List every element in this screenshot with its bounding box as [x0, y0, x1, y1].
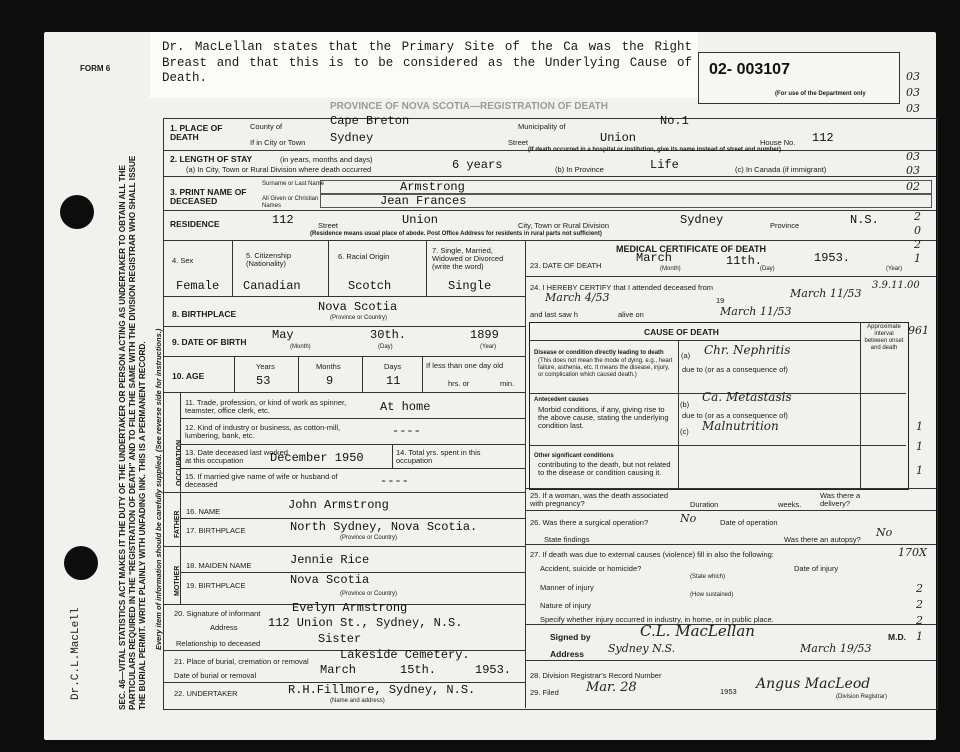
margin-code: 03 — [906, 164, 920, 177]
undertaker-label: 22. UNDERTAKER — [174, 689, 238, 698]
min-label: min. — [500, 379, 515, 388]
county-label: County of — [250, 122, 283, 131]
years-label: Years — [256, 362, 275, 371]
surgery-label: 26. Was there a surgical operation? — [530, 518, 649, 527]
total-years-label: 14. Total yrs. spent in this occupation — [396, 448, 481, 465]
attended-to: March 11/53 — [790, 287, 862, 300]
state-which: (State which) — [690, 574, 726, 580]
marital-value: Single — [448, 279, 492, 293]
divider — [180, 468, 525, 469]
father-bp-sub: (Province or Country) — [340, 535, 398, 541]
stay-sub: (in years, months and days) — [280, 155, 373, 164]
birthplace-value: Nova Scotia — [318, 300, 398, 314]
cause-title: CAUSE OF DEATH — [644, 327, 719, 337]
cause-c-label: (c) — [680, 427, 689, 436]
findings-label: State findings — [544, 535, 590, 544]
op-date-label: Date of operation — [720, 518, 778, 527]
dob-y: (Year) — [480, 344, 497, 350]
divider — [163, 492, 525, 493]
father-name: John Armstrong — [288, 498, 389, 512]
margin-code: 03 — [906, 102, 920, 115]
margin-code: 03 — [906, 70, 920, 83]
disease-note: (This does not mean the mode of dying, e.g., heart failure, asthenia, etc. It means the disease, injury, or complication which caused death.) — [538, 358, 673, 378]
citizenship-label: 5. Citizenship (Nationality) — [246, 251, 292, 268]
residence-prov-label: Province — [770, 221, 800, 230]
burial-label: 21. Place of burial, cremation or removal — [174, 657, 309, 666]
manner-label: Manner of injury — [540, 583, 594, 592]
burial-day: 15th. — [400, 663, 437, 677]
divider — [525, 510, 936, 511]
citizenship-value: Canadian — [243, 279, 301, 293]
divider — [525, 544, 936, 545]
margin-code: 170X — [898, 546, 927, 559]
burial-date-label: Date of burial or removal — [174, 671, 257, 680]
due-to-2: due to (or as a consequence of) — [682, 411, 788, 420]
father-bp-label: 17. BIRTHPLACE — [186, 526, 246, 535]
divider — [163, 356, 525, 357]
cause-b-label: (b) — [680, 400, 690, 409]
header-note-slip — [150, 32, 698, 98]
last-worked-label: 13. Date deceased last worked at this occupation — [185, 448, 288, 465]
dod-year: 1953. — [814, 251, 851, 265]
burial-month: March — [320, 663, 357, 677]
house-label: House No. — [760, 138, 796, 147]
birthplace-sub: (Province or Country) — [330, 315, 388, 321]
province-heading: PROVINCE OF NOVA SCOTIA—REGISTRATION OF DEATH — [330, 101, 608, 112]
informant-value: Evelyn Armstrong — [292, 601, 408, 615]
years-value: 53 — [256, 374, 271, 388]
burial-year: 1953. — [475, 663, 512, 677]
autopsy-value: No — [876, 526, 893, 539]
father-bp: North Sydney, Nova Scotia. — [290, 520, 478, 534]
divider — [163, 176, 936, 177]
margin-code: 02 — [906, 180, 920, 193]
spouse-value: ---- — [380, 474, 409, 488]
racial-label: 6. Racial Origin — [338, 252, 390, 261]
alive-label: alive on — [618, 310, 644, 319]
margin-code: 3.9.11.00 — [872, 280, 920, 291]
filed-label: 29. Filed — [530, 688, 559, 697]
attended-label: 24. I HEREBY CERTIFY that I attended deceased from — [530, 283, 714, 292]
given-value: Jean Frances — [380, 194, 467, 208]
divider — [232, 240, 233, 296]
age-label: 10. AGE — [172, 371, 205, 381]
dod-d: (Day) — [760, 266, 775, 272]
divider — [298, 356, 299, 392]
divider — [163, 240, 936, 241]
divider — [530, 340, 860, 341]
registrar-sub: (Division Registrar) — [836, 694, 888, 700]
mother-side-label: MOTHER — [174, 565, 181, 596]
length-of-stay-label: 2. LENGTH OF STAY — [170, 154, 253, 164]
less-than-day-label: If less than one day old — [426, 361, 504, 370]
dob-year: 1899 — [470, 328, 499, 342]
filed-year: 1953 — [720, 687, 737, 696]
burial-value: Lakeside Cemetery. — [340, 648, 470, 662]
father-name-label: 16. NAME — [186, 507, 221, 516]
dod-day: 11th. — [726, 254, 763, 268]
margin-code: 1 — [916, 630, 923, 643]
mother-bp-sub: (Province or Country) — [340, 591, 398, 597]
cause-b-value: Ca. Metastasis — [702, 390, 792, 404]
dod-month: March — [636, 251, 673, 265]
divider — [525, 488, 936, 489]
days-value: 11 — [386, 374, 401, 388]
divider — [163, 296, 525, 297]
margin-code: 2 — [914, 210, 921, 223]
stay-b-label: (b) In Province — [555, 165, 604, 174]
racial-value: Scotch — [348, 279, 392, 293]
divider — [180, 518, 525, 519]
marital-label: 7. Single, Married, Widowed or Divorced (write the word) — [432, 246, 504, 271]
side-instructions: SEC. 46—VITAL STATISTICS ACT MAKES IT THE DUTY OF THE UNDERTAKER OR PERSON ACTING AS UNDERTAKER TO OBTAIN ALL THE PARTICULARS REQUIRED IN THE "REGISTRATION OF DEATH" AND TO FILE THE SAME WITH THE DIVISION REGISTRAR WHO SHALL ISSUE THE BURIAL PERMIT. WRITE PLAINLY WITH UNFADING INK. THIS IS A PERMANENT RECORD. — [118, 155, 147, 710]
informant-address-label: Address — [210, 623, 238, 632]
hrs-label: hrs. or — [448, 379, 470, 388]
stay-a-value: 6 years — [452, 158, 503, 172]
doctor-address: Sydney N.S. — [608, 642, 676, 655]
mother-name-label: 18. MAIDEN NAME — [186, 561, 252, 570]
record-number-label: 28. Division Registrar's Record Number — [530, 671, 662, 680]
residence-city-label: City, Town or Rural Division — [518, 221, 609, 230]
cause-a-value: Chr. Nephritis — [704, 343, 791, 357]
doctor-signature: C.L. MacLellan — [640, 622, 755, 640]
divider — [362, 356, 363, 392]
dod-m: (Month) — [660, 266, 681, 272]
specify-label: Specify whether injury occurred in industry, in home, or in public place. — [540, 615, 774, 624]
residence-no: 112 — [272, 213, 294, 227]
municipality-label: Municipality of — [518, 122, 566, 131]
margin-name: Dr.C.L.MacLell — [70, 607, 82, 700]
pregnancy-label: 25. If a woman, was the death associated with pregnancy? — [530, 491, 668, 508]
doctor-address-date: March 19/53 — [800, 642, 872, 655]
how-sustained: (How sustained) — [690, 592, 734, 598]
medical-title: MEDICAL CERTIFICATE OF DEATH — [616, 244, 766, 254]
disease-label: Disease or condition directly leading to death — [534, 350, 664, 356]
divider — [422, 356, 423, 392]
registration-number: 02- 003107 — [709, 61, 790, 78]
surname-label: Surname or Last Name — [262, 181, 325, 187]
injury-date-label: Date of injury — [794, 564, 839, 573]
margin-code: 03 — [906, 86, 920, 99]
trade-value: At home — [380, 400, 431, 414]
margin-code: 2 — [916, 598, 923, 611]
city-label: If in City or Town — [250, 138, 306, 147]
spouse-label: 15. If married give name of wife or husband of deceased — [185, 472, 338, 489]
place-of-death-label: 1. PLACE OF DEATH — [170, 123, 223, 142]
mother-name: Jennie Rice — [290, 553, 370, 567]
divider — [163, 210, 936, 211]
dod-label: 23. DATE OF DEATH — [530, 261, 602, 270]
birthplace-label: 8. BIRTHPLACE — [172, 309, 237, 319]
informant-label: 20. Signature of informant — [174, 609, 261, 618]
street-label: Street — [508, 138, 529, 147]
mother-bp: Nova Scotia — [290, 573, 370, 587]
delivery-label: Was there a delivery? — [820, 491, 861, 508]
divider — [234, 356, 235, 392]
divider — [860, 322, 861, 488]
industry-value: ---- — [392, 424, 421, 438]
dob-label: 9. DATE OF BIRTH — [172, 337, 247, 347]
mother-bp-label: 19. BIRTHPLACE — [186, 581, 246, 590]
registration-box — [698, 52, 900, 104]
days-label: Days — [384, 362, 402, 371]
dod-y: (Year) — [886, 266, 903, 272]
informant-address: 112 Union St., Sydney, N.S. — [268, 616, 463, 630]
residence-note: (Residence means usual place of abode. Post Office Address for residents in rural parts not sufficient) — [310, 231, 602, 237]
divider — [426, 240, 427, 296]
margin-code: 03 — [906, 150, 920, 163]
relationship-label: Relationship to deceased — [176, 639, 261, 648]
margin-code: 2 — [916, 614, 923, 627]
divider — [392, 444, 393, 468]
relationship-value: Sister — [318, 632, 362, 646]
other-note: contributing to the death, but not related to the disease or condition causing it. — [538, 460, 671, 477]
divider — [678, 340, 679, 488]
dob-month: May — [272, 328, 294, 342]
duration-label: Duration — [690, 500, 719, 509]
divider — [163, 326, 525, 327]
accident-label: Accident, suicide or homicide? — [540, 564, 642, 573]
residence-label: RESIDENCE — [170, 219, 220, 229]
undertaker-sub: (Name and address) — [330, 698, 385, 704]
surgery-value: No — [680, 512, 697, 525]
divider — [163, 546, 525, 547]
punch-hole — [64, 546, 98, 580]
house-value: 112 — [812, 131, 834, 145]
signed-label: Signed by — [550, 632, 591, 642]
divider — [530, 445, 906, 446]
surname-value: Armstrong — [400, 180, 465, 194]
cause-a-label: (a) — [681, 351, 691, 360]
divider — [328, 240, 329, 296]
margin-code: 961 — [908, 324, 929, 337]
stay-c-label: (c) In Canada (if immigrant) — [735, 165, 827, 174]
divider — [180, 418, 525, 419]
registrar-signature: Angus MacLeod — [756, 676, 871, 692]
dob-day: 30th. — [370, 328, 407, 342]
side-instructions-2: Every item of information should be carefully supplied. (See reverse side for instructions.) — [154, 328, 163, 650]
undertaker-value: R.H.Fillmore, Sydney, N.S. — [288, 683, 476, 697]
street-value: Union — [600, 131, 637, 145]
given-label: All Given or Christian Names — [262, 196, 319, 209]
last-seen-label: and last saw h — [530, 310, 578, 319]
column-divider — [525, 240, 526, 708]
nature-label: Nature of injury — [540, 601, 591, 610]
stay-a-label: (a) In City, Town or Rural Division where death occurred — [186, 165, 372, 174]
margin-code: 0 — [914, 224, 921, 237]
header-note: Dr. MacLellan states that the Primary Site of the Ca was the Right Breast and that this is to be considered as the Underlying Cause of Death. — [162, 40, 692, 85]
divider — [163, 392, 525, 393]
due-to-1: due to (or as a consequence of) — [682, 365, 788, 374]
antecedent-label: Antecedent causes — [534, 397, 589, 403]
dob-m: (Month) — [290, 344, 311, 350]
margin-code: 1 — [916, 464, 923, 477]
margin-code: 1 — [916, 440, 923, 453]
residence-prov: N.S. — [850, 213, 879, 227]
weeks-label: weeks. — [778, 500, 802, 509]
divider — [525, 276, 936, 277]
county-value: Cape Breton — [330, 114, 410, 128]
doctor-address-label: Address — [550, 649, 585, 659]
nineteen-1: 19 — [716, 296, 725, 305]
months-value: 9 — [326, 374, 334, 388]
residence-street: Union — [402, 213, 439, 227]
city-value: Sydney — [330, 131, 374, 145]
external-causes-label: 27. If death was due to external causes (violence) fill in also the following: — [530, 550, 774, 559]
margin-code: 2 — [916, 582, 923, 595]
filed-date: Mar. 28 — [586, 680, 637, 695]
margin-code: 1 — [916, 420, 923, 433]
margin-code: 2 — [914, 238, 921, 251]
interval-label: Approximate interval between onset and death — [864, 324, 904, 351]
residence-city: Sydney — [680, 213, 724, 227]
dob-d: (Day) — [378, 344, 393, 350]
occupation-side-label: OCCUPATION — [176, 439, 183, 486]
md-label: M.D. — [888, 632, 906, 642]
months-label: Months — [316, 362, 341, 371]
autopsy-label: Was there an autopsy? — [784, 535, 861, 544]
margin-code: 1 — [914, 252, 921, 265]
punch-hole — [60, 195, 94, 229]
form-label: FORM 6 — [80, 64, 111, 73]
divider — [180, 444, 525, 445]
attended-from: March 4/53 — [545, 291, 610, 304]
divider — [525, 660, 936, 661]
name-label: 3. PRINT NAME OF DECEASED — [170, 187, 247, 206]
antecedent-note: Morbid conditions, if any, giving rise to the above cause, stating the underlying condition last. — [538, 405, 669, 430]
municipality-value: No.1 — [660, 114, 689, 128]
sex-value: Female — [176, 279, 220, 293]
residence-street-label: Street — [318, 221, 339, 230]
trade-label: 11. Trade, profession, or kind of work as spinner, teamster, office clerk, etc. — [185, 398, 347, 415]
father-side-label: FATHER — [174, 510, 181, 538]
industry-label: 12. Kind of industry or business, as cotton-mill, lumbering, bank, etc. — [185, 423, 341, 440]
last-worked-value: December 1950 — [270, 451, 364, 465]
other-label: Other significant conditions — [534, 453, 614, 459]
sex-label: 4. Sex — [172, 256, 194, 265]
alive-date: March 11/53 — [720, 305, 792, 318]
stay-b-value: Life — [650, 158, 679, 172]
cause-c-value: Malnutrition — [702, 419, 779, 433]
dept-use-label: (For use of the Department only — [775, 91, 866, 97]
place-note: (If death occurred in a hospital or institution, give its name instead of street and number) — [528, 147, 782, 153]
